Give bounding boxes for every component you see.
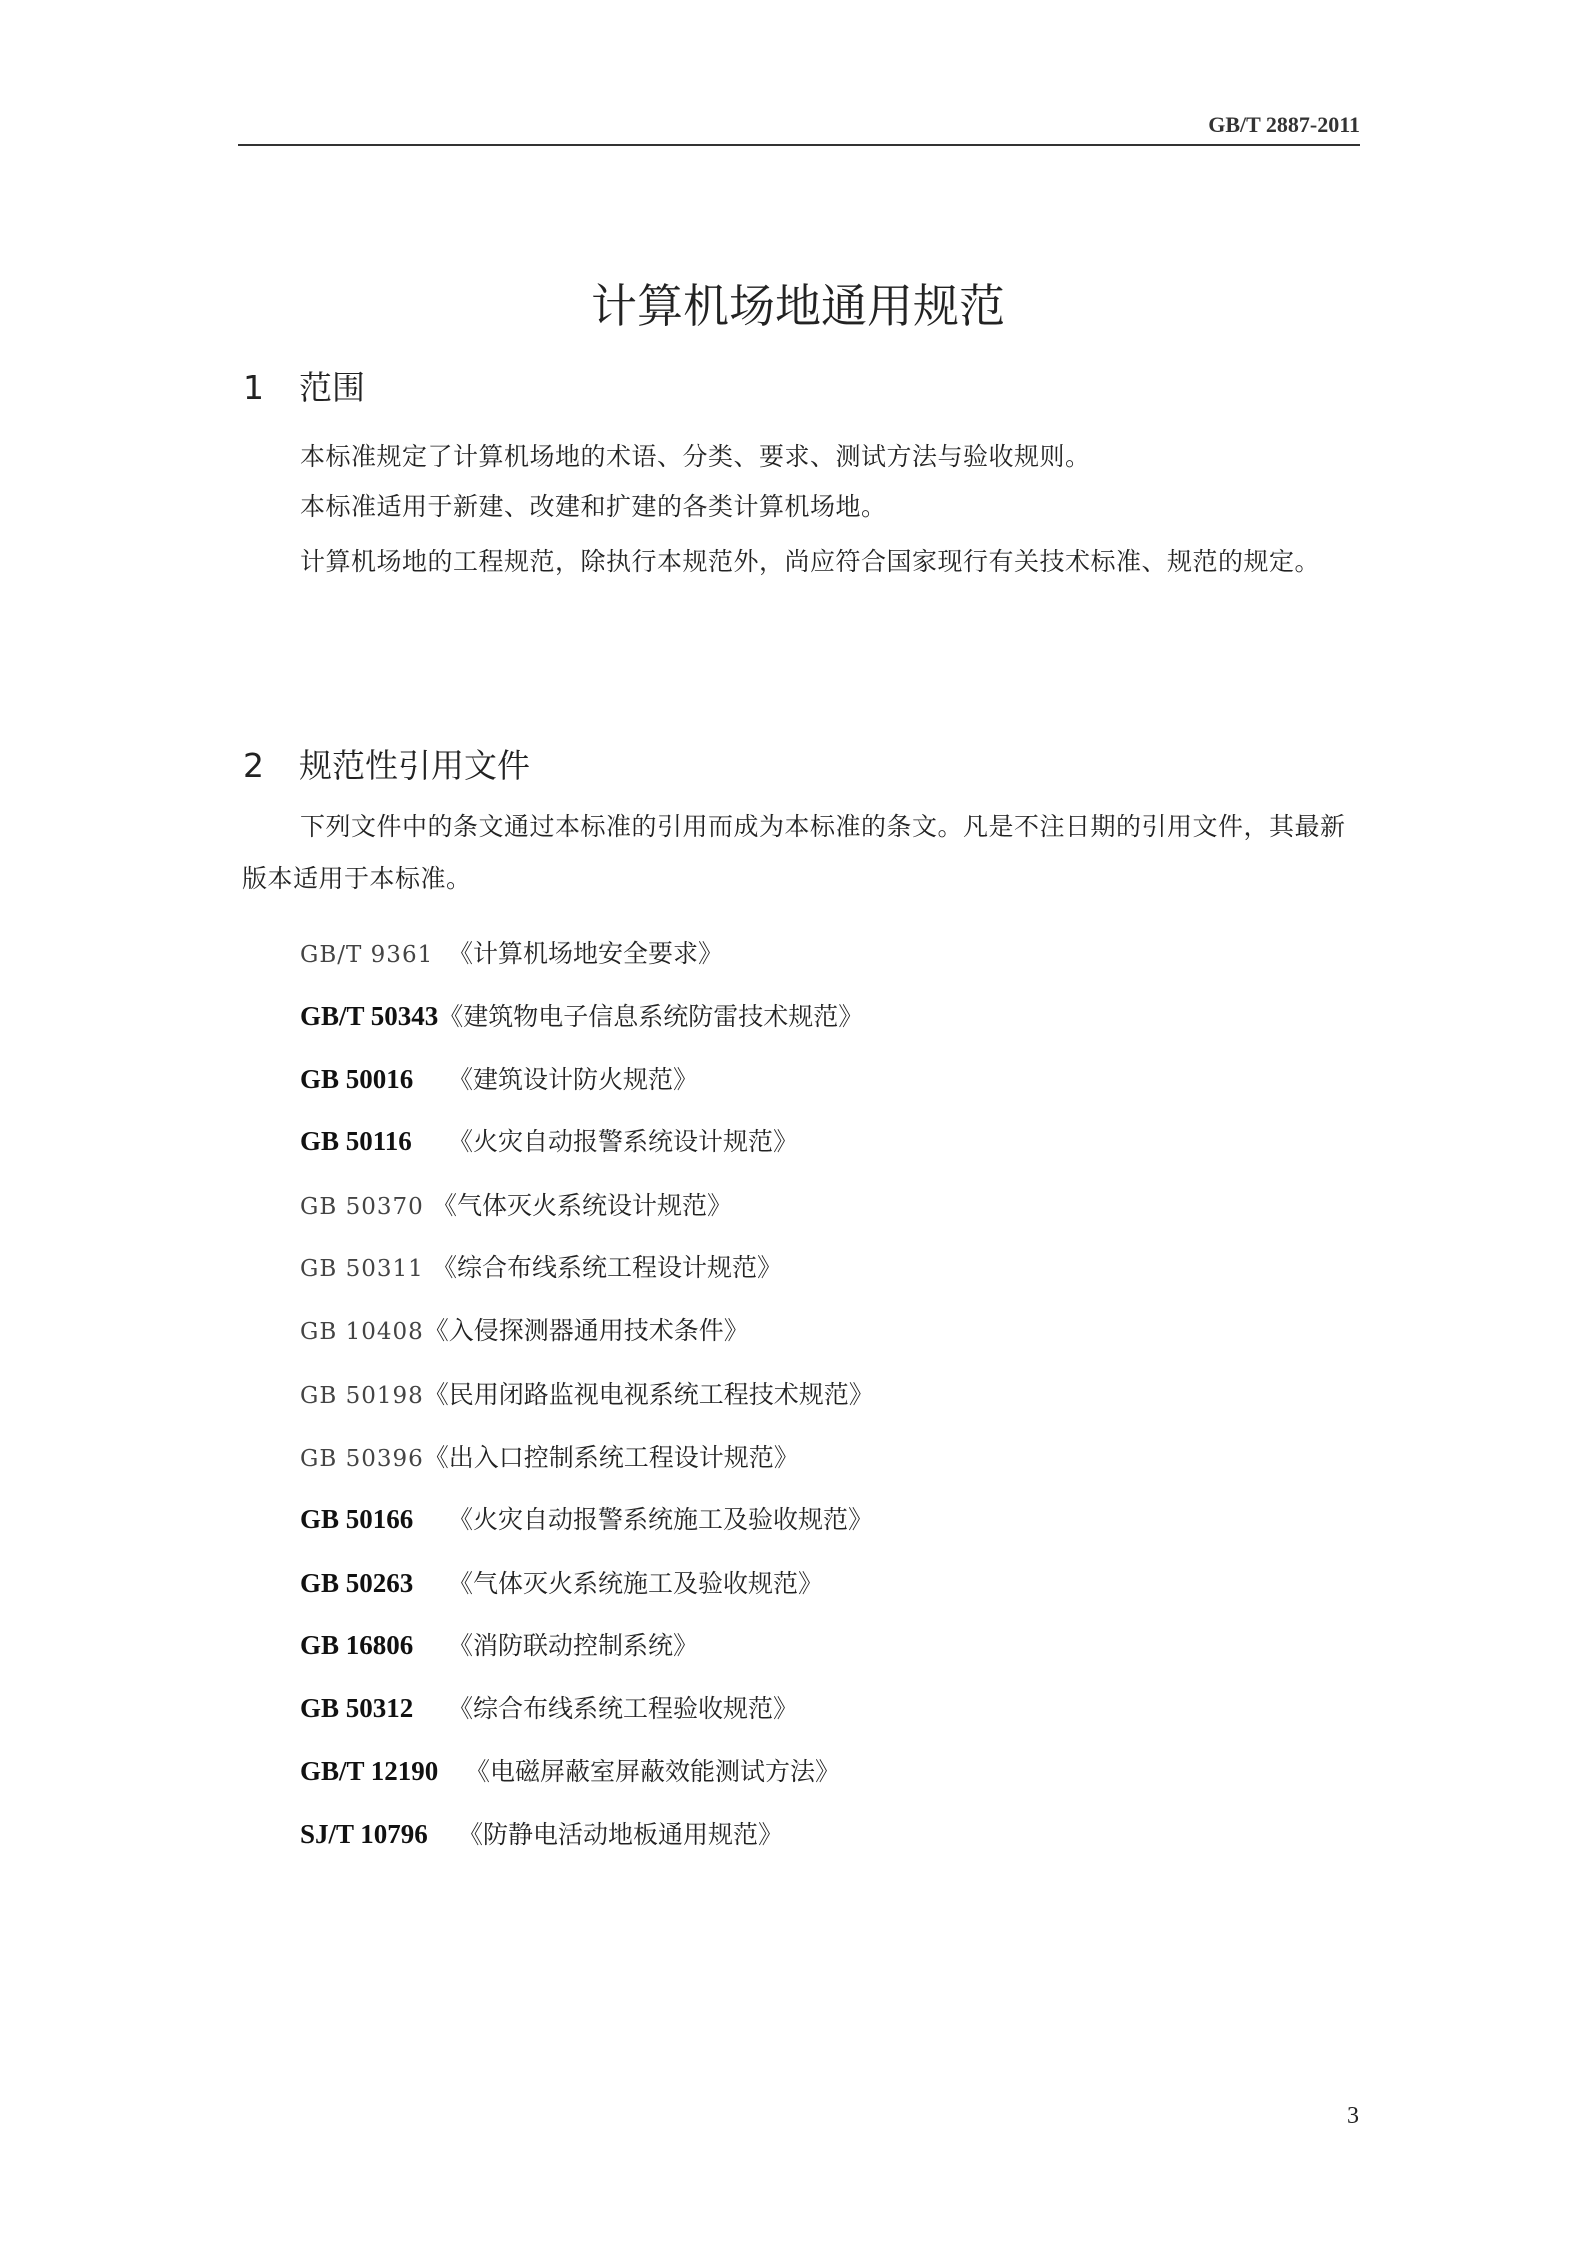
reference-code: GB 10408 [300, 1319, 424, 1345]
reference-title: 《综合布线系统工程验收规范》 [448, 1694, 799, 1723]
paragraph-text: 计算机场地的工程规范，除执行本规范外，尚应符合国家现行有关技术标准、规范的规定。 [300, 547, 1321, 576]
section-2-heading [243, 740, 530, 787]
paragraph [242, 429, 1362, 484]
reference-title: 《建筑设计防火规范》 [448, 1065, 699, 1094]
reference-title: 《防静电活动地板通用规范》 [458, 1820, 784, 1849]
reference-title: 《气体灭火系统设计规范》 [432, 1191, 733, 1220]
reference-code: GB 50198 [300, 1383, 424, 1409]
paragraph [242, 534, 1362, 589]
reference-item [300, 1626, 698, 1662]
header-rule [238, 144, 1360, 146]
reference-item [300, 1500, 873, 1536]
reference-item [300, 1815, 783, 1851]
reference-title: 《火灾自动报警系统施工及验收规范》 [448, 1505, 874, 1534]
reference-title: 《火灾自动报警系统设计规范》 [448, 1127, 799, 1156]
reference-item [300, 997, 863, 1033]
reference-code: GB 50263 [300, 1568, 414, 1598]
reference-title: 《消防联动控制系统》 [448, 1631, 699, 1660]
reference-code: GB 16806 [300, 1630, 414, 1660]
section-1-heading [243, 362, 365, 409]
reference-title: 《气体灭火系统施工及验收规范》 [448, 1569, 824, 1598]
reference-item [300, 1186, 732, 1222]
reference-item [300, 1122, 798, 1158]
reference-code: GB 50396 [300, 1446, 424, 1472]
reference-title: 《入侵探测器通用技术条件》 [423, 1316, 749, 1345]
reference-item [300, 1248, 782, 1284]
reference-title: 《出入口控制系统工程设计规范》 [423, 1443, 799, 1472]
reference-code: GB 50016 [300, 1064, 414, 1094]
reference-code: GB 50166 [300, 1504, 414, 1534]
section-number: 1 [243, 368, 264, 407]
paragraph-text: 本标准规定了计算机场地的术语、分类、要求、测试方法与验收规则。 [300, 442, 1091, 471]
reference-title: 《建筑物电子信息系统防雷技术规范》 [438, 1002, 864, 1031]
section-title: 规范性引用文件 [299, 746, 530, 785]
paragraph [242, 801, 1362, 905]
header-doc-code: GB/T 2887-2011 [1208, 112, 1360, 137]
reference-item [300, 1438, 799, 1474]
reference-item [300, 1311, 749, 1347]
reference-item [300, 1060, 698, 1096]
section-number: 2 [243, 746, 264, 785]
reference-code: GB 50311 [300, 1256, 424, 1282]
reference-item [300, 1375, 874, 1411]
reference-title: 《计算机场地安全要求》 [448, 939, 724, 968]
paragraph-text: 本标准适用于新建、改建和扩建的各类计算机场地。 [300, 492, 887, 521]
section-title: 范围 [299, 368, 365, 407]
reference-code: GB/T 9361 [300, 942, 434, 968]
paragraph [242, 479, 1362, 534]
reference-code: SJ/T 10796 [300, 1819, 428, 1849]
reference-item [300, 1689, 798, 1725]
page-number: 3 [1347, 2103, 1359, 2129]
reference-code: GB/T 12190 [300, 1756, 439, 1786]
reference-title: 《电磁屏蔽室屏蔽效能测试方法》 [465, 1757, 841, 1786]
reference-code: GB 50312 [300, 1693, 414, 1723]
paragraph-text: 下列文件中的条文通过本标准的引用而成为本标准的条文。凡是不注日期的引用文件，其最新版本适用于本标准。 [242, 812, 1346, 893]
reference-code: GB/T 50343 [300, 1001, 439, 1031]
reference-title: 《民用闭路监视电视系统工程技术规范》 [423, 1380, 874, 1409]
reference-title: 《综合布线系统工程设计规范》 [432, 1253, 783, 1282]
reference-code: GB 50370 [300, 1194, 424, 1220]
reference-item [300, 1564, 823, 1600]
reference-item [300, 1752, 840, 1788]
reference-item [300, 934, 723, 970]
page-title: 计算机场地通用规范 [591, 279, 1005, 333]
reference-code: GB 50116 [300, 1126, 412, 1156]
